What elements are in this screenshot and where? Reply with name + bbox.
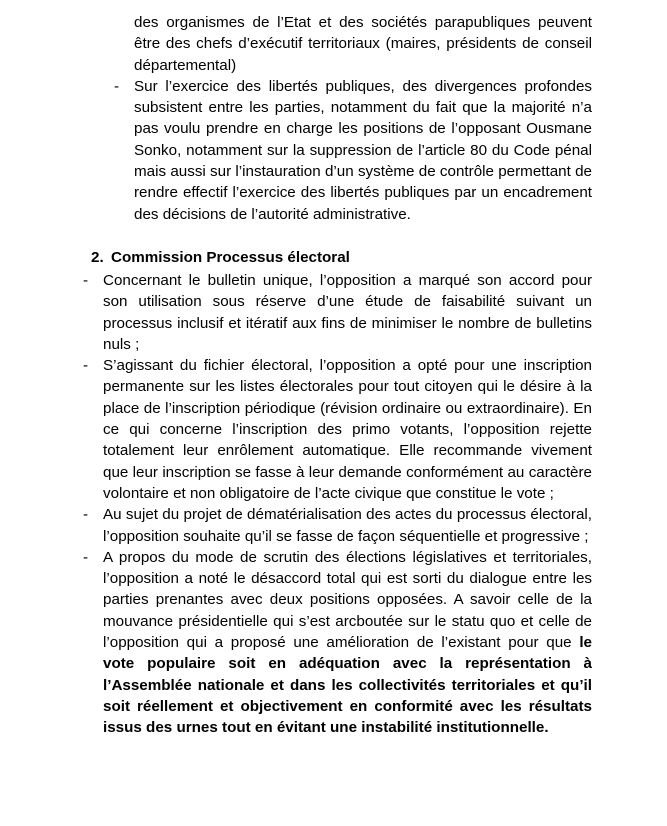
list-item-bulletin-unique [83, 270, 592, 355]
list-item-libertes-publiques [114, 76, 592, 225]
list-dash: - [114, 77, 120, 95]
section-number: 2. [91, 249, 104, 266]
list-item-text: Concernant le bulletin unique, l’opposition a marqué son accord pour son utilisation sous réserve d’une étude de faisabilité suivant un processus inclusif et itératif aux fins de minimiser le nombre de bulletins nuls ; [103, 272, 592, 353]
section2-list [83, 270, 592, 739]
section1-continuation [114, 12, 592, 225]
list-item-text: Au sujet du projet de dématérialisation des actes du processus électoral, l’opposition souhaite qu’il se fasse de façon séquentielle et progressive ; [103, 506, 592, 545]
list-item-bold-text: le vote populaire soit en adéquation avec la représentation à l’Assemblée nationale et dans les collectivités territoriales et qu’il soit réellement et objectivement en conformité avec les résultats issus des urnes tout en évitant une instabilité institutionnelle. [103, 634, 592, 737]
list-dash: - [83, 548, 89, 566]
section-title: Commission Processus électoral [111, 249, 350, 266]
list-item-fichier-electoral [83, 355, 592, 504]
list-item-text: S’agissant du fichier électoral, l’opposition a opté pour une inscription permanente sur les listes électorales pour tout citoyen qui le désire à la place de l’inscription périodique (révision ordinaire ou extraordinaire). En ce qui concerne l’inscription des primo votants, l’opposition rejette totalement leur enrôlement automatique. Elle recommande vivement que leur inscription se fasse à leur demande conformément au caractère volontaire et non obligatoire de l’acte civique que constitue le vote ; [103, 357, 592, 502]
list-dash: - [83, 357, 89, 375]
list-item-text: Sur l’exercice des libertés publiques, des divergences profondes subsistent entre les parties, notamment du fait que la majorité n’a pas voulu prendre en charge les positions de l’opposant Ousmane Sonko, notamment sur la suppression de l’article 80 du Code pénal mais aussi sur l’instauration d’un système de contrôle permettant de rendre effectif l’exercice des libertés publiques par un encadrement des décisions de l’autorité administrative. [134, 77, 592, 223]
list-item-text [103, 547, 592, 739]
paragraph-continuation: des organismes de l’Etat et des sociétés parapubliques peuvent être des chefs d’exécutif territoriaux (maires, présidents de conseil départemental) [134, 14, 592, 74]
list-item-regular-text: A propos du mode de scrutin des élections législatives et territoriales, l’opposition a noté le désaccord total qui est sorti du dialogue entre les parties prenantes avec deux positions opposées. A savoir celle de la mouvance présidentielle qui s’est arcboutée sur le statu quo et celle de l’opposition qui a proposé une amélioration de l’existant pour que [103, 548, 592, 652]
list-dash: - [83, 272, 89, 289]
list-item-mode-de-scrutin [83, 547, 592, 739]
section-heading [91, 247, 350, 268]
list-item-dematerialisation [83, 504, 592, 547]
list-dash: - [83, 506, 89, 524]
